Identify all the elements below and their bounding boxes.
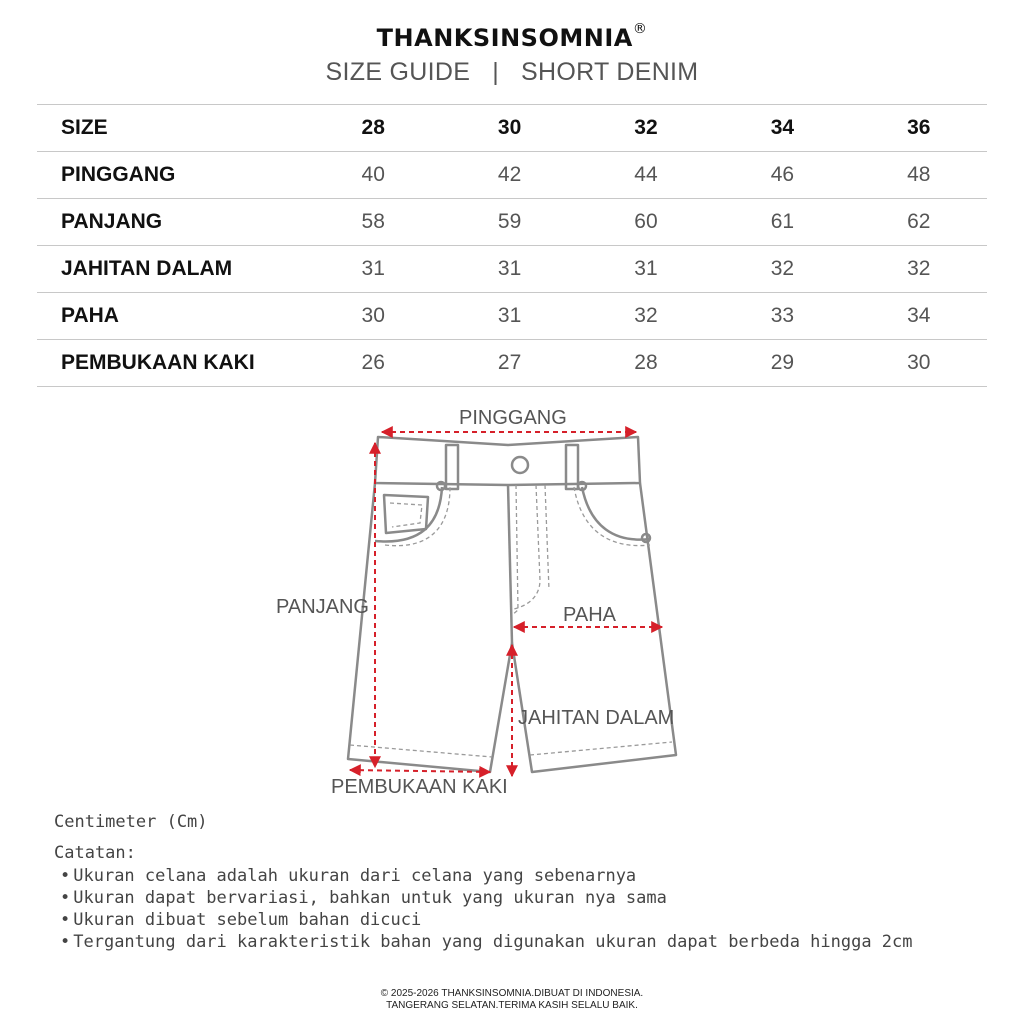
list-item: • Ukuran celana adalah ukuran dari celana yang sebenarnya <box>60 865 913 887</box>
table-cell: 28 <box>634 351 658 374</box>
header-size-label: SIZE <box>61 116 108 139</box>
header-size-30: 30 <box>497 116 522 139</box>
page-subtitle <box>0 58 1024 87</box>
size-table <box>37 104 987 387</box>
label-panjang: PANJANG <box>276 596 369 618</box>
row-label: PAHA <box>61 304 119 327</box>
table-cell: 27 <box>497 351 522 374</box>
notes-list <box>60 865 913 953</box>
notes-title: Catatan: <box>54 843 136 863</box>
measurement-diagram <box>0 395 1024 810</box>
brand-name: THANKSINSOMNIA <box>376 24 633 52</box>
table-cell: 62 <box>907 210 931 233</box>
header-size-36: 36 <box>907 116 931 139</box>
table-cell: 26 <box>361 351 385 374</box>
header-size-34: 34 <box>770 116 795 139</box>
table-cell: 48 <box>907 163 931 186</box>
row-label: PINGGANG <box>61 163 176 186</box>
registered-mark: ® <box>632 21 648 37</box>
table-cell: 32 <box>634 304 658 327</box>
row-label: PANJANG <box>61 210 163 233</box>
subtitle-product: SHORT DENIM <box>521 58 699 86</box>
shorts-illustration <box>0 395 1024 810</box>
table-cell: 31 <box>634 257 658 280</box>
table-row-panjang <box>37 199 987 246</box>
brand-title <box>0 21 1024 52</box>
footer <box>0 988 1024 1012</box>
footer-tagline: TANGERANG SELATAN.TERIMA KASIH SELALU BAIK. <box>386 1000 638 1011</box>
table-header-row <box>37 105 987 152</box>
table-cell: 58 <box>361 210 385 233</box>
table-cell: 59 <box>497 210 522 233</box>
table-cell: 31 <box>497 304 522 327</box>
table-cell: 33 <box>770 304 795 327</box>
table-cell: 60 <box>634 210 658 233</box>
header-size-28: 28 <box>361 116 385 139</box>
unit-label: Centimeter (Cm) <box>54 812 208 832</box>
list-item: • Ukuran dibuat sebelum bahan dicuci <box>60 909 913 931</box>
subtitle-separator: | <box>492 58 500 86</box>
table-row-jahitan-dalam <box>37 246 987 293</box>
list-item: • Tergantung dari karakteristik bahan yang digunakan ukuran dapat berbeda hingga 2cm <box>60 931 913 953</box>
table-cell: 30 <box>907 351 931 374</box>
footer-copyright: © 2025-2026 THANKSINSOMNIA.DIBUAT DI INDONESIA. <box>380 988 644 999</box>
header-size-32: 32 <box>634 116 658 139</box>
table-cell: 32 <box>907 257 931 280</box>
row-label: PEMBUKAAN KAKI <box>61 351 255 374</box>
table-cell: 29 <box>770 351 795 374</box>
table-cell: 40 <box>361 163 385 186</box>
table-cell: 31 <box>497 257 522 280</box>
table-row-paha <box>37 293 987 340</box>
table-cell: 46 <box>770 163 795 186</box>
table-cell: 30 <box>361 304 385 327</box>
table-cell: 31 <box>361 257 385 280</box>
label-pembukaan-kaki: PEMBUKAAN KAKI <box>331 776 508 798</box>
table-cell: 32 <box>770 257 795 280</box>
table-cell: 34 <box>907 304 931 327</box>
row-label: JAHITAN DALAM <box>61 257 233 280</box>
table-cell: 61 <box>770 210 795 233</box>
table-cell: 44 <box>634 163 658 186</box>
table-row-pembukaan-kaki <box>37 340 987 387</box>
table-cell: 42 <box>497 163 522 186</box>
label-paha: PAHA <box>563 604 616 626</box>
label-pinggang: PINGGANG <box>459 407 567 429</box>
subtitle-size-guide: SIZE GUIDE <box>325 58 471 86</box>
list-item: • Ukuran dapat bervariasi, bahkan untuk yang ukuran nya sama <box>60 887 913 909</box>
table-row-pinggang <box>37 152 987 199</box>
label-jahitan-dalam: JAHITAN DALAM <box>518 707 675 729</box>
